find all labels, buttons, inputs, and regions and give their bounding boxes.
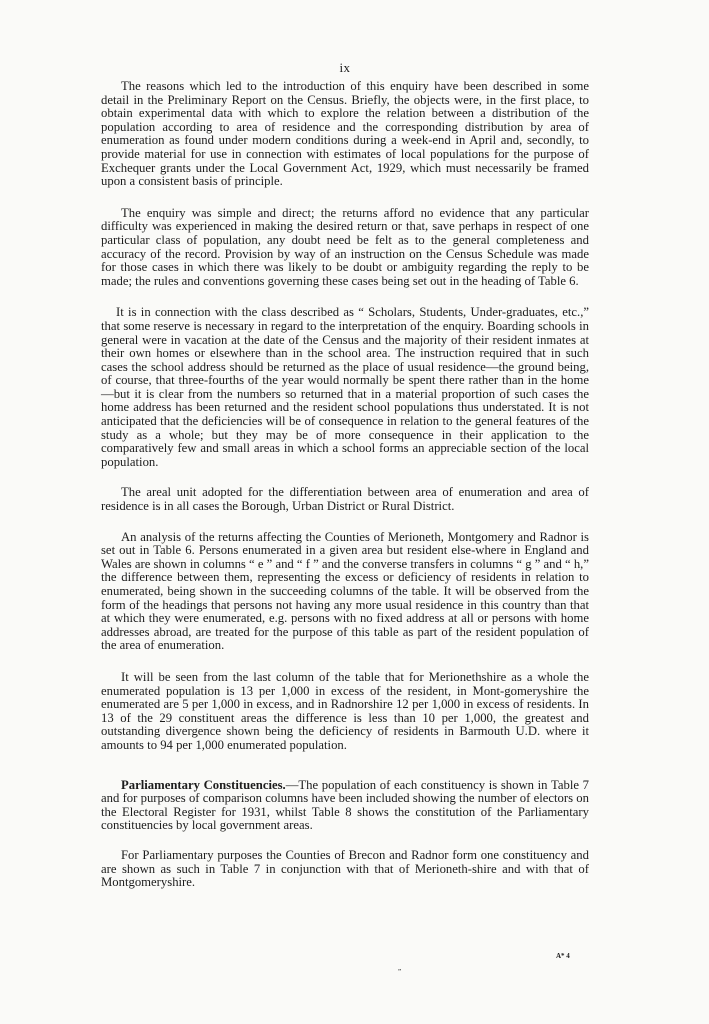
paragraph-county-comparison: It will be seen from the last column of the table that for Merionethshire as a whole the enumerated population is 13 per 1,000 in excess of the resident, in Mont-gomeryshire the enumerated are 5 per 1,000 in excess, and in Radnorshire 12 per 1,000 in excess of residents. In 13 of the 29 constituent areas the difference is less than 10 per 1,000, the greatest and outstanding divergence shown being the deficiency of residents in Barmouth U.D. where it amounts to 94 per 1,000 enumerated population. xyxy=(101,669,589,752)
section-heading: Parliamentary Constituencies. xyxy=(121,777,286,792)
paragraph-brecon-radnor: For Parliamentary purposes the Counties of Brecon and Radnor form one constituency and are shown as such in Table 7 in conjunction with that of Merioneth-shire and with that of Montgomeryshire. xyxy=(101,847,589,890)
document-page xyxy=(101,60,589,890)
paragraph-analysis-returns: An analysis of the returns affecting the Counties of Merioneth, Montgomery and Radnor is set out in Table 6. Persons enumerated in a given area but resident else-where in England and Wales are shown in columns “ e ” and “ f ” and the converse transfers in columns “ g ” and “ h,” the difference between them, representing the excess or deficiency of residents in relation to enumerated, being shown in the succeeding columns of the table. It will be observed from the form of the headings that persons not having any more usual residence in this country than that at which they were enumerated, e.g. persons with no fixed address at all or persons with home addresses abroad, are treated for the purpose of this table as part of the resident population of the area of enumeration. xyxy=(101,529,589,653)
paragraph-enquiry-reasons: The reasons which led to the introduction of this enquiry have been described in some detail in the Preliminary Report on the Census. Briefly, the objects were, in the first place, to obtain experimental data with which to explore the relation between a distribution of the population according to area of residence and the corresponding distribution by area of enumeration as found under modern conditions during a week-end in April and, secondly, to provide material for use in connection with estimates of local populations for the purpose of Exchequer grants under the Local Government Act, 1929, which must necessarily be framed upon a consistent basis of principle. xyxy=(101,79,589,189)
paragraph-enquiry-method: The enquiry was simple and direct; the returns afford no evidence that any particular difficulty was experienced in making the desired return or that, save perhaps in respect of one particular class of population, any doubt need be felt as to the general completeness and accuracy of the record. Provision by way of an instruction on the Census Schedule was made for those cases in which there was likely to be doubt or ambiguity regarding the reply to be made; the rules and conventions governing these cases being set out in the heading of Table 6. xyxy=(101,205,589,288)
stray-mark: ” xyxy=(398,968,402,976)
paragraph-areal-unit: The areal unit adopted for the differentiation between area of enumeration and area of residence is in all cases the Borough, Urban District or Rural District. xyxy=(101,485,589,514)
paragraph-parliamentary-constituencies xyxy=(101,779,589,833)
signature-mark: A* 4 xyxy=(556,952,570,960)
section-body: —The population of each constituency is shown in Table 7 and for purposes of comparison columns have been included showing the number of electors on the Electoral Register for 1931, whilst Table 8 shows the constitution of the Parliamentary constituencies by local government areas. xyxy=(101,777,589,833)
paragraph-scholars-students: It is in connection with the class described as “ Scholars, Students, Under-graduates, etc.,” that some reserve is necessary in regard to the interpretation of the enquiry. Boarding schools in general were in vacation at the date of the Census and the majority of their resident inmates at their own homes or elsewhere than in the school area. The instruction required that in such cases the school address should be returned as the place of usual residence—the ground being, of course, that three-fourths of the year would normally be spent there rather than in the home—but it is clear from the numbers so returned that in a material proportion of such cases the home address has been returned and the resident school populations thus understated. It is not anticipated that the deficiencies will be of consequence in relation to the general features of the study as a whole; but they may be of more consequence in their application to the comparatively few and small areas in which a school forms an appreciable section of the local population. xyxy=(101,305,589,469)
page-number: ix xyxy=(339,60,351,75)
